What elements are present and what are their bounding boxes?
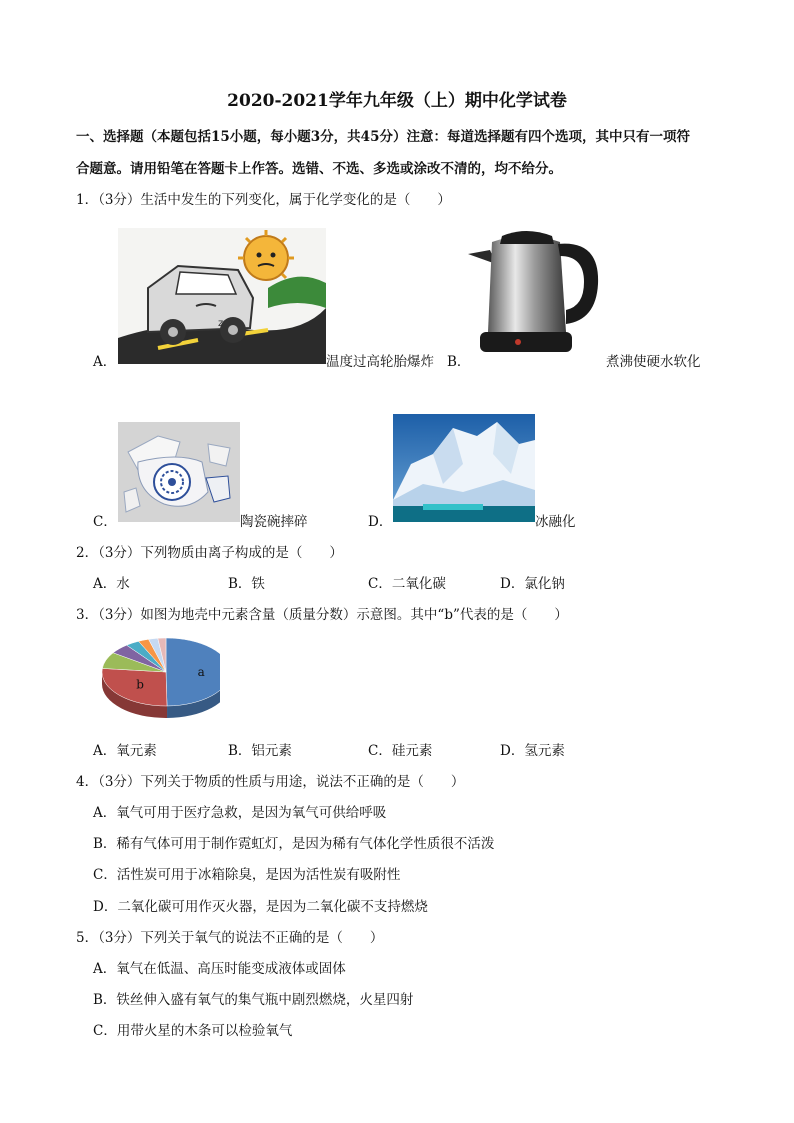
q1-c-image-broken-bowl xyxy=(118,422,240,522)
q3-option-c: C．硅元素 xyxy=(368,743,433,759)
q2-option-d: D．氯化钠 xyxy=(500,576,565,592)
q2-option-b: B．铁 xyxy=(228,576,265,592)
q2-option-a: A．水 xyxy=(93,576,130,592)
pie-label-b: b xyxy=(136,677,144,692)
q3-option-a: A．氧元素 xyxy=(93,743,157,759)
q1-option-d-letter: D． xyxy=(368,514,393,530)
q4-option-d: D．二氧化碳可用作灭火器，是因为二氧化碳不支持燃烧 xyxy=(93,899,428,915)
q1-option-a-letter: A． xyxy=(93,354,117,370)
q2-option-c: C．二氧化碳 xyxy=(368,576,446,592)
q3-option-b: B．铝元素 xyxy=(228,743,292,759)
q5-option-b: B．铁丝伸入盛有氧气的集气瓶中剧烈燃烧，火星四射 xyxy=(93,992,414,1008)
q1-stem: 1．（3分）生活中发生的下列变化，属于化学变化的是（ ） xyxy=(76,192,451,208)
q1-option-c-text: 陶瓷碗摔碎 xyxy=(240,514,308,530)
q1-option-d-text: 冰融化 xyxy=(535,514,576,530)
crust-element-pie xyxy=(96,632,220,724)
q3-pie-chart xyxy=(96,632,220,724)
exam-title: 2020-2021学年九年级（上）期中化学试卷 xyxy=(227,91,567,111)
q1-option-b-letter: B． xyxy=(447,354,471,370)
q4-stem: 4．（3分）下列关于物质的性质与用途，说法不正确的是（ ） xyxy=(76,774,465,790)
q1-option-b-text: 煮沸使硬水软化 xyxy=(606,354,701,370)
q5-stem: 5．（3分）下列关于氧气的说法不正确的是（ ） xyxy=(76,930,384,946)
svg-text:z: z xyxy=(218,318,224,329)
q4-option-b: B．稀有气体可用于制作霓虹灯，是因为稀有气体化学性质很不活泼 xyxy=(93,836,495,852)
q1-d-image-iceberg xyxy=(393,414,535,522)
q4-option-a: A．氧气可用于医疗急救，是因为氧气可供给呼吸 xyxy=(93,805,387,821)
q1-option-c-letter: C． xyxy=(93,514,117,530)
q5-option-c: C．用带火星的木条可以检验氧气 xyxy=(93,1023,293,1039)
pie-slice-0 xyxy=(166,638,220,706)
q3-option-d: D．氢元素 xyxy=(500,743,565,759)
q2-stem: 2．（3分）下列物质由离子构成的是（ ） xyxy=(76,545,343,561)
q1-a-image-car-sun xyxy=(118,228,326,364)
section-instructions-line1: 一、选择题（本题包括15小题，每小题3分，共45分）注意：每道选择题有四个选项，其中只有一项符 xyxy=(76,129,690,145)
q3-stem: 3．（3分）如图为地壳中元素含量（质量分数）示意图。其中“b”代表的是（ ） xyxy=(76,607,568,623)
pie-label-a: a xyxy=(197,664,205,679)
q4-option-c: C．活性炭可用于冰箱除臭，是因为活性炭有吸附性 xyxy=(93,867,401,883)
q1-option-a-text: 温度过高轮胎爆炸 xyxy=(326,354,434,370)
section-instructions-line2: 合题意。请用铅笔在答题卡上作答。选错、不选、多选或涂改不清的，均不给分。 xyxy=(76,161,562,177)
q1-b-image-kettle xyxy=(462,220,606,364)
q5-option-a: A．氧气在低温、高压时能变成液体或固体 xyxy=(93,961,346,977)
